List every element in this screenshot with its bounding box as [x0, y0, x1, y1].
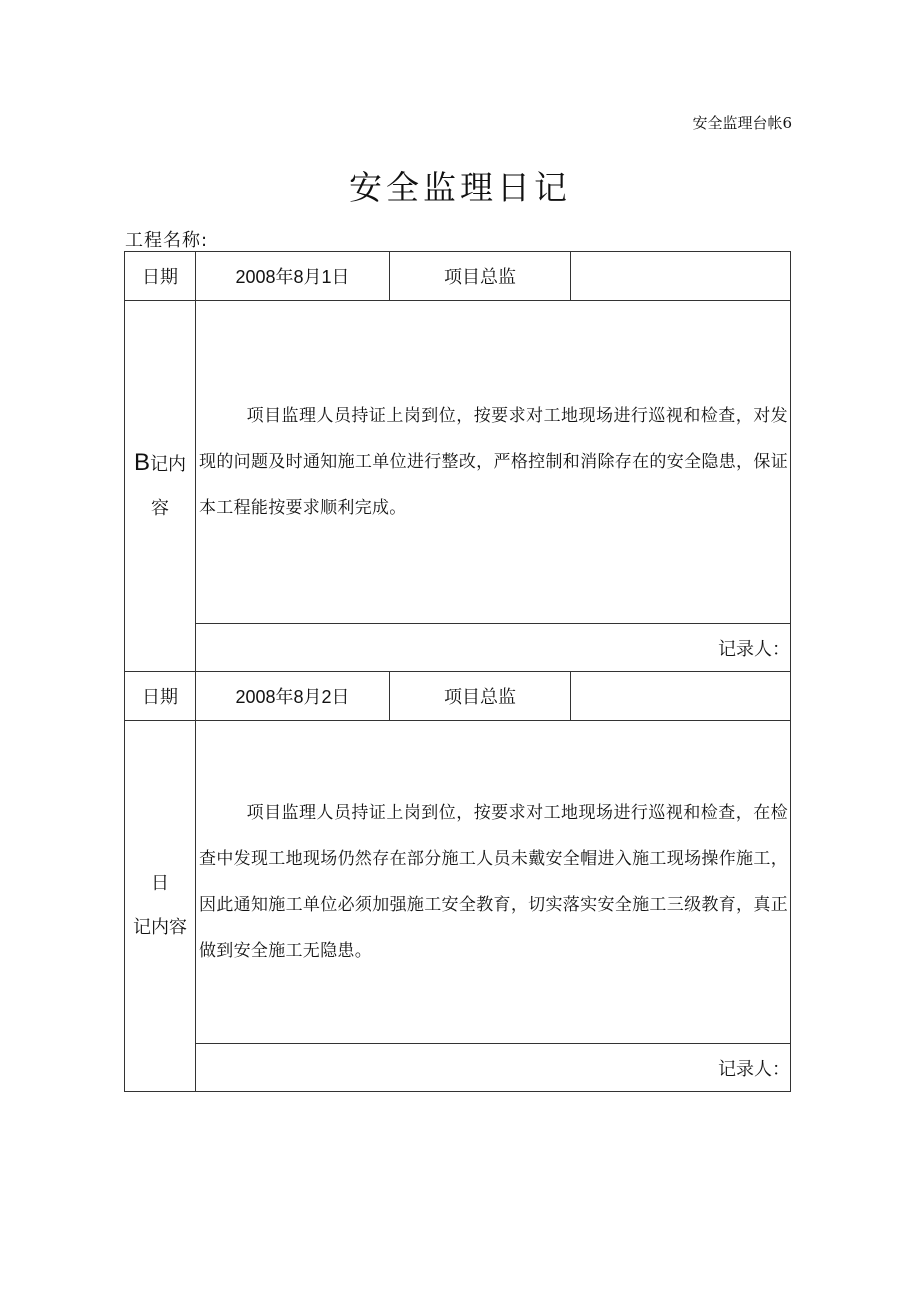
entry-content-row — [125, 721, 791, 1044]
diary-content-cell — [196, 301, 791, 624]
diary-content-label-line2: 记内容 — [133, 917, 187, 938]
date-label: 日期 — [125, 672, 196, 721]
entry-content-row — [125, 301, 791, 624]
diary-content-label — [125, 721, 196, 1092]
supervision-diary-table — [124, 251, 791, 1092]
entry-recorder-row — [125, 1044, 791, 1092]
page-title: 安全监理日记 — [349, 168, 571, 208]
date-value: 2008年8月1日 — [196, 252, 390, 301]
entry-date-row — [125, 252, 791, 301]
ledger-label: 安全监理台帐6 — [692, 114, 792, 132]
entry-date-row — [125, 672, 791, 721]
project-name-label: 工程名称: — [125, 230, 209, 251]
diary-content-label-line1-text: 记内 — [150, 454, 186, 475]
date-label: 日期 — [125, 252, 196, 301]
chief-supervisor-label: 项目总监 — [390, 252, 571, 301]
diary-content-label-line1: 日 — [151, 873, 169, 894]
diary-content-label-prefix: B — [133, 449, 150, 476]
diary-content-cell — [196, 721, 791, 1044]
chief-supervisor-value — [571, 672, 791, 721]
diary-content-label — [125, 301, 196, 672]
diary-content-label-line2: 容 — [151, 498, 169, 519]
recorder-label: 记录人： — [196, 1044, 791, 1092]
entry-recorder-row — [125, 624, 791, 672]
chief-supervisor-label: 项目总监 — [390, 672, 571, 721]
chief-supervisor-value — [571, 252, 791, 301]
diary-content-text: 项目监理人员持证上岗到位，按要求对工地现场进行巡视和检查，在检查中发现工地现场仍然存在部分施工人员未戴安全帽进入施工现场操作施工，因此通知施工单位必须加强施工安全教育，切实落实安全施工三级教育，真正做到安全施工无隐患。 — [199, 803, 788, 961]
diary-content-label-line1 — [125, 441, 195, 487]
recorder-label: 记录人： — [196, 624, 791, 672]
date-value: 2008年8月2日 — [196, 672, 390, 721]
diary-content-text: 项目监理人员持证上岗到位，按要求对工地现场进行巡视和检查，对发现的问题及时通知施工单位进行整改，严格控制和消除存在的安全隐患，保证本工程能按要求顺利完成。 — [199, 406, 788, 518]
